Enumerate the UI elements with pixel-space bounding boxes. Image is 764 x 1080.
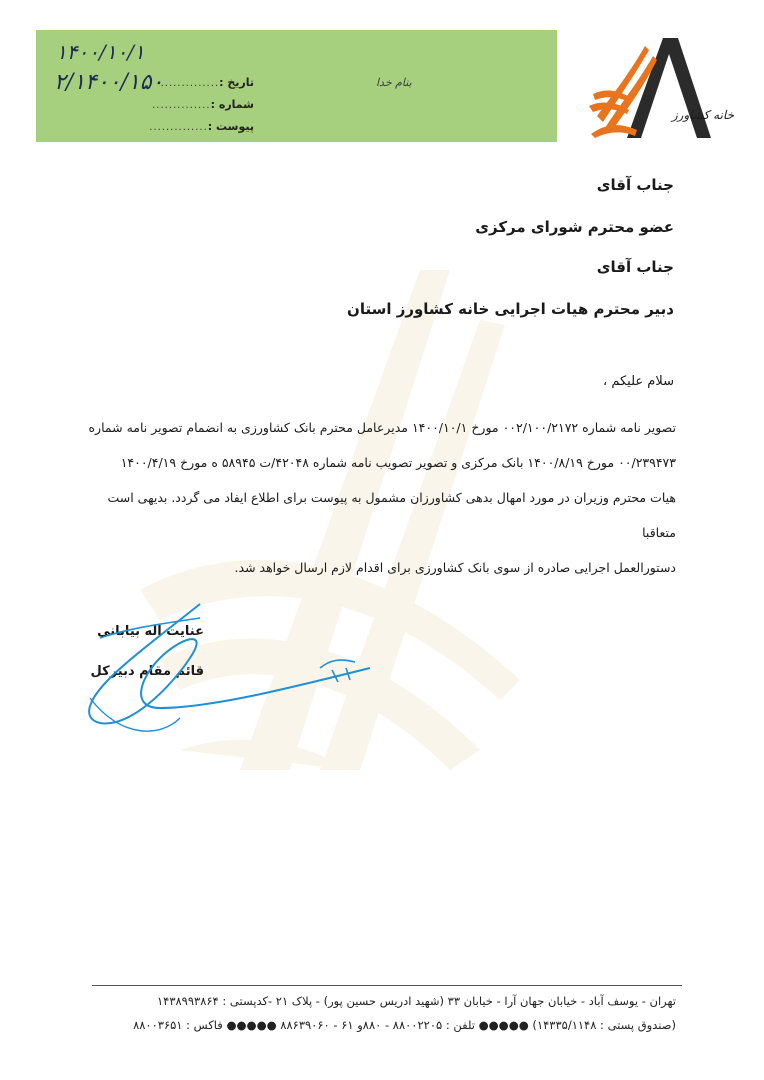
body-line: تصویر نامه شماره ۰۰۲/۱۰۰/۲۱۷۲ مورخ ۱۴۰۰/۱۰/۱ مدیرعامل محترم بانک کشاورزی به انضمام تصویر نامه شماره	[88, 420, 676, 435]
khane-keshavarz-logo	[583, 36, 713, 138]
recipient-title-1: عضو محترم شورای مرکزی	[475, 218, 674, 236]
attachment-row	[149, 120, 254, 133]
recipient-title-2: دبیر محترم هیات اجرایی خانه کشاورز استان	[347, 300, 674, 318]
body-line: هیات محترم وزیران در مورد امهال بدهی کشاورزان مشمول به پیوست برای اطلاع ایفاد می گردد. بدیهی است متعاقبا	[107, 490, 676, 540]
attachment-dots: ..............	[149, 122, 208, 133]
date-row	[161, 76, 254, 89]
recipient-salutation-1: جناب آقای	[596, 176, 674, 194]
handwritten-date: ۱۴۰۰/۱۰/۱	[56, 40, 145, 64]
number-row	[152, 98, 254, 111]
letter-body	[76, 410, 676, 585]
footer-divider	[92, 985, 682, 986]
recipient-salutation-2: جناب آقای	[596, 258, 674, 276]
logo-caption: خانه کشاورز	[671, 108, 734, 122]
handwritten-number: ۲/۱۴۰۰/۱۵۰	[54, 70, 164, 95]
body-line: دستورالعمل اجرایی صادره از سوی بانک کشاورزی برای اقدام لازم ارسال خواهد شد.	[234, 560, 676, 575]
signatory-name: عنایت اله بیابانی	[97, 624, 204, 639]
footer-contact: (صندوق پستی : ۱۴۳۳۵/۱۱۴۸) ●●●●● تلفن : ۸۸۰۰۲۲۰۵ - ۸۸۰و ۶۱ - ۸۸۶۳۹۰۶۰ ●●●●● فاکس : ۸۸۰۰۳۶۵۱	[133, 1018, 676, 1032]
logo-area	[557, 30, 725, 142]
greeting: سلام علیکم ،	[603, 374, 674, 389]
attachment-label: پیوست :	[207, 120, 254, 133]
handwritten-signature	[70, 598, 380, 748]
body-line: ۰۰/۲۳۹۴۷۳ مورخ ۱۴۰۰/۸/۱۹ بانک مرکزی و تصویر تصویب نامه شماره ۴۲۰۴۸/ت ۵۸۹۴۵ ه مورخ ۱۴۰۰/۴/۱۹	[120, 455, 676, 470]
date-dots: ..............	[160, 78, 220, 89]
date-label: تاریخ :	[219, 76, 254, 89]
footer-address: تهران - یوسف آباد - خیابان جهان آرا - خیابان ۳۳ (شهید ادریس حسین پور) - پلاک ۲۱ -کدپستی : ۱۴۳۸۹۹۳۸۶۴	[156, 994, 676, 1008]
signatory-title: قائم مقام دبیرکل	[90, 664, 204, 679]
bismillah-heading: بنام خدا	[376, 76, 412, 89]
number-dots: ..............	[152, 100, 211, 111]
letterhead-band	[36, 30, 725, 142]
number-label: شماره :	[210, 98, 254, 111]
